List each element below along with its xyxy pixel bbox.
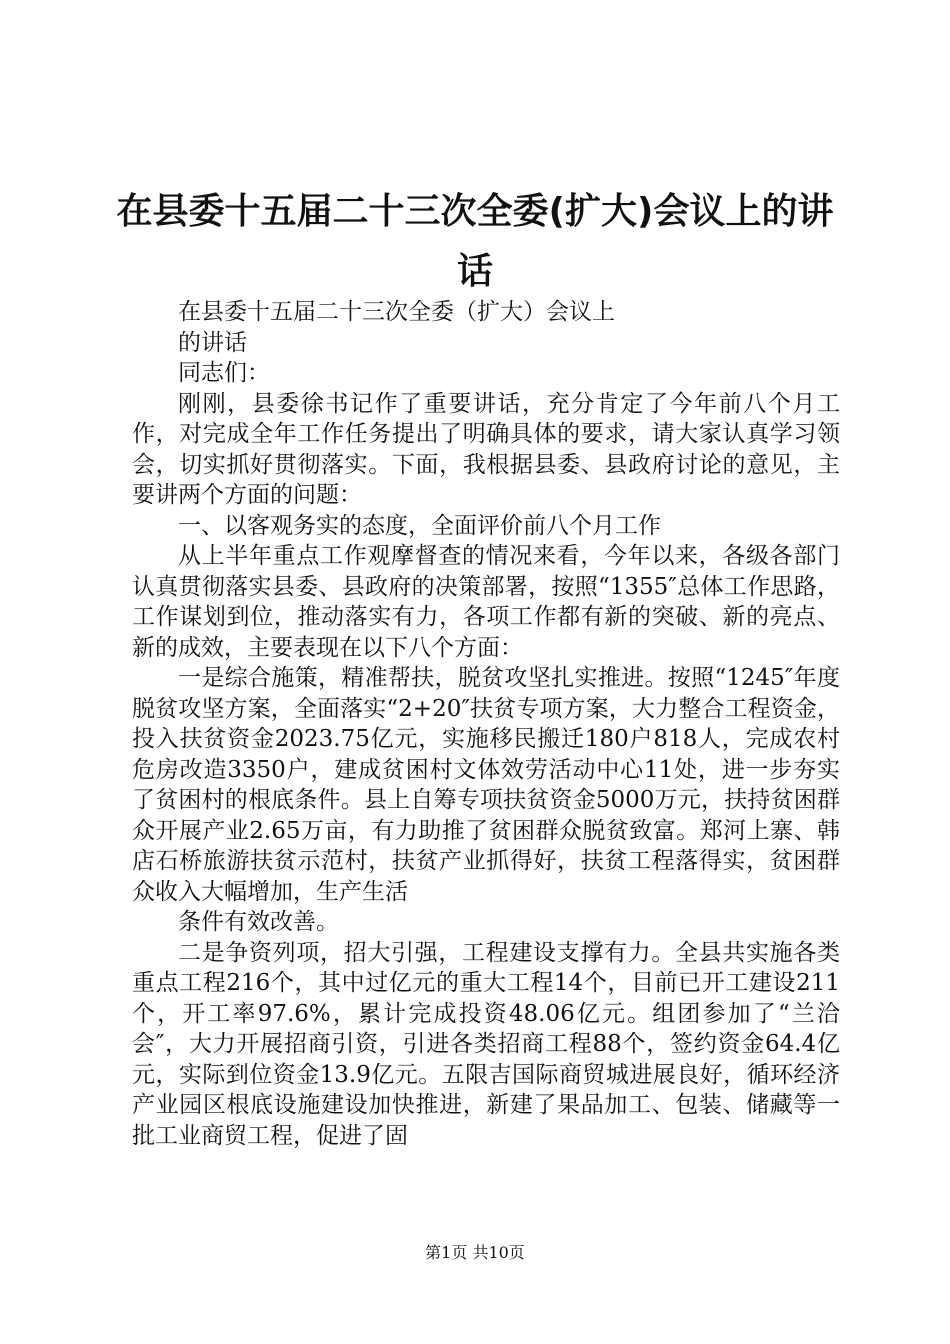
paragraph: 刚刚，县委徐书记作了重要讲话，充分肯定了今年前八个月工作，对完成全年工作任务提出了明确具体的要求，请大家认真学习领会，切实抓好贯彻落实。下面，我根据县委、县政府讨论的意见，主要讲两个方面的问题： <box>132 390 840 508</box>
paragraph: 从上半年重点工作观摩督查的情况来看，今年以来，各级各部门认真贯彻落实县委、县政府的决策部署，按照“1355″总体工作思路，工作谋划到位，推动落实有力，各项工作都有新的突破、新的亮点、新的成效，主要表现在以下八个方面： <box>132 543 840 661</box>
subtitle-line-2: 的讲话 <box>178 329 247 356</box>
page-number: 第1页 共10页 <box>425 1243 525 1262</box>
paragraph: 一是综合施策，精准帮扶，脱贫攻坚扎实推进。按照“1245″年度脱贫攻坚方案，全面落实“2+20″扶贫专项方案，大力整合工程资金，投入扶贫资金2023.75亿元，实施移民搬迁180户818人，完成农村危房改造3350户，建成贫困村文体效劳活动中心11处，进一步夯实了贫困村的根底条件。县上自筹专项扶贫资金5000万元，扶持贫困群众开展产业2.65万亩，有力助推了贫困群众脱贫致富。郑河上寨、韩店石桥旅游扶贫示范村，扶贫产业抓得好，扶贫工程落得实，贫困群众收入大幅增加，生产生活 <box>132 665 840 905</box>
paragraph: 二是争资列项，招大引强，工程建设支撑有力。全县共实施各类重点工程216个，其中过亿元的重大工程14个，目前已开工建设211个，开工率97.6%，累计完成投资48.06亿元。组团参加了“兰洽会″，大力开展招商引资，引进各类招商工程88个，签约资金64.4亿元，实际到位资金13.9亿元。五限吉国际商贸城进展良好，循环经济产业园区根底设施建设加快推进，新建了果品加工、包装、储藏等一批工业商贸工程，促进了固 <box>132 939 840 1149</box>
section-heading: 一、以客观务实的态度，全面评价前八个月工作 <box>178 512 661 539</box>
document-title: 在县委十五届二十三次全委(扩大)会议上的讲话 <box>116 191 834 293</box>
subtitle-line-1: 在县委十五届二十三次全委（扩大）会议上 <box>178 299 615 325</box>
document-body <box>132 297 840 1151</box>
paragraph: 条件有效改善。 <box>178 909 339 935</box>
salutation: 同志们： <box>178 360 270 386</box>
